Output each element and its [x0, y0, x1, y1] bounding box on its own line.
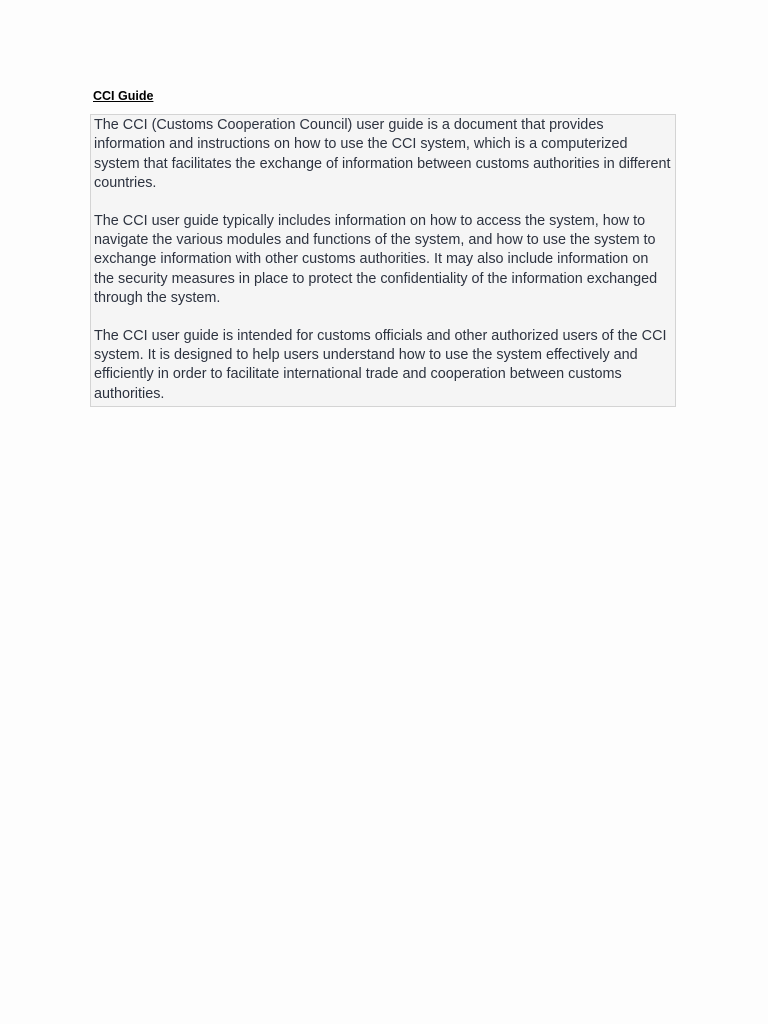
- guide-paragraph-contents: The CCI user guide typically includes information on how to access the system, how to navigate the various modules and functions of the system, and how to use the system to exchange information with other customs authorities. It may also include information on the security measures in place to protect the confidentiality of the information exchanged through the system.: [94, 212, 658, 307]
- guide-paragraph-intro: The CCI (Customs Cooperation Council) user guide is a document that provides information and instructions on how to use the CCI system, which is a computerized system that facilitates the exchange of information between customs authorities in different countries.: [94, 117, 671, 192]
- guide-text-box: [90, 114, 676, 407]
- document-title: CCI Guide: [93, 89, 154, 103]
- guide-paragraph-audience: The CCI user guide is intended for customs officials and other authorized users of the CCI system. It is designed to help users understand how to use the system effectively and efficiently in order to facilitate international trade and cooperation between customs authorities.: [94, 327, 667, 402]
